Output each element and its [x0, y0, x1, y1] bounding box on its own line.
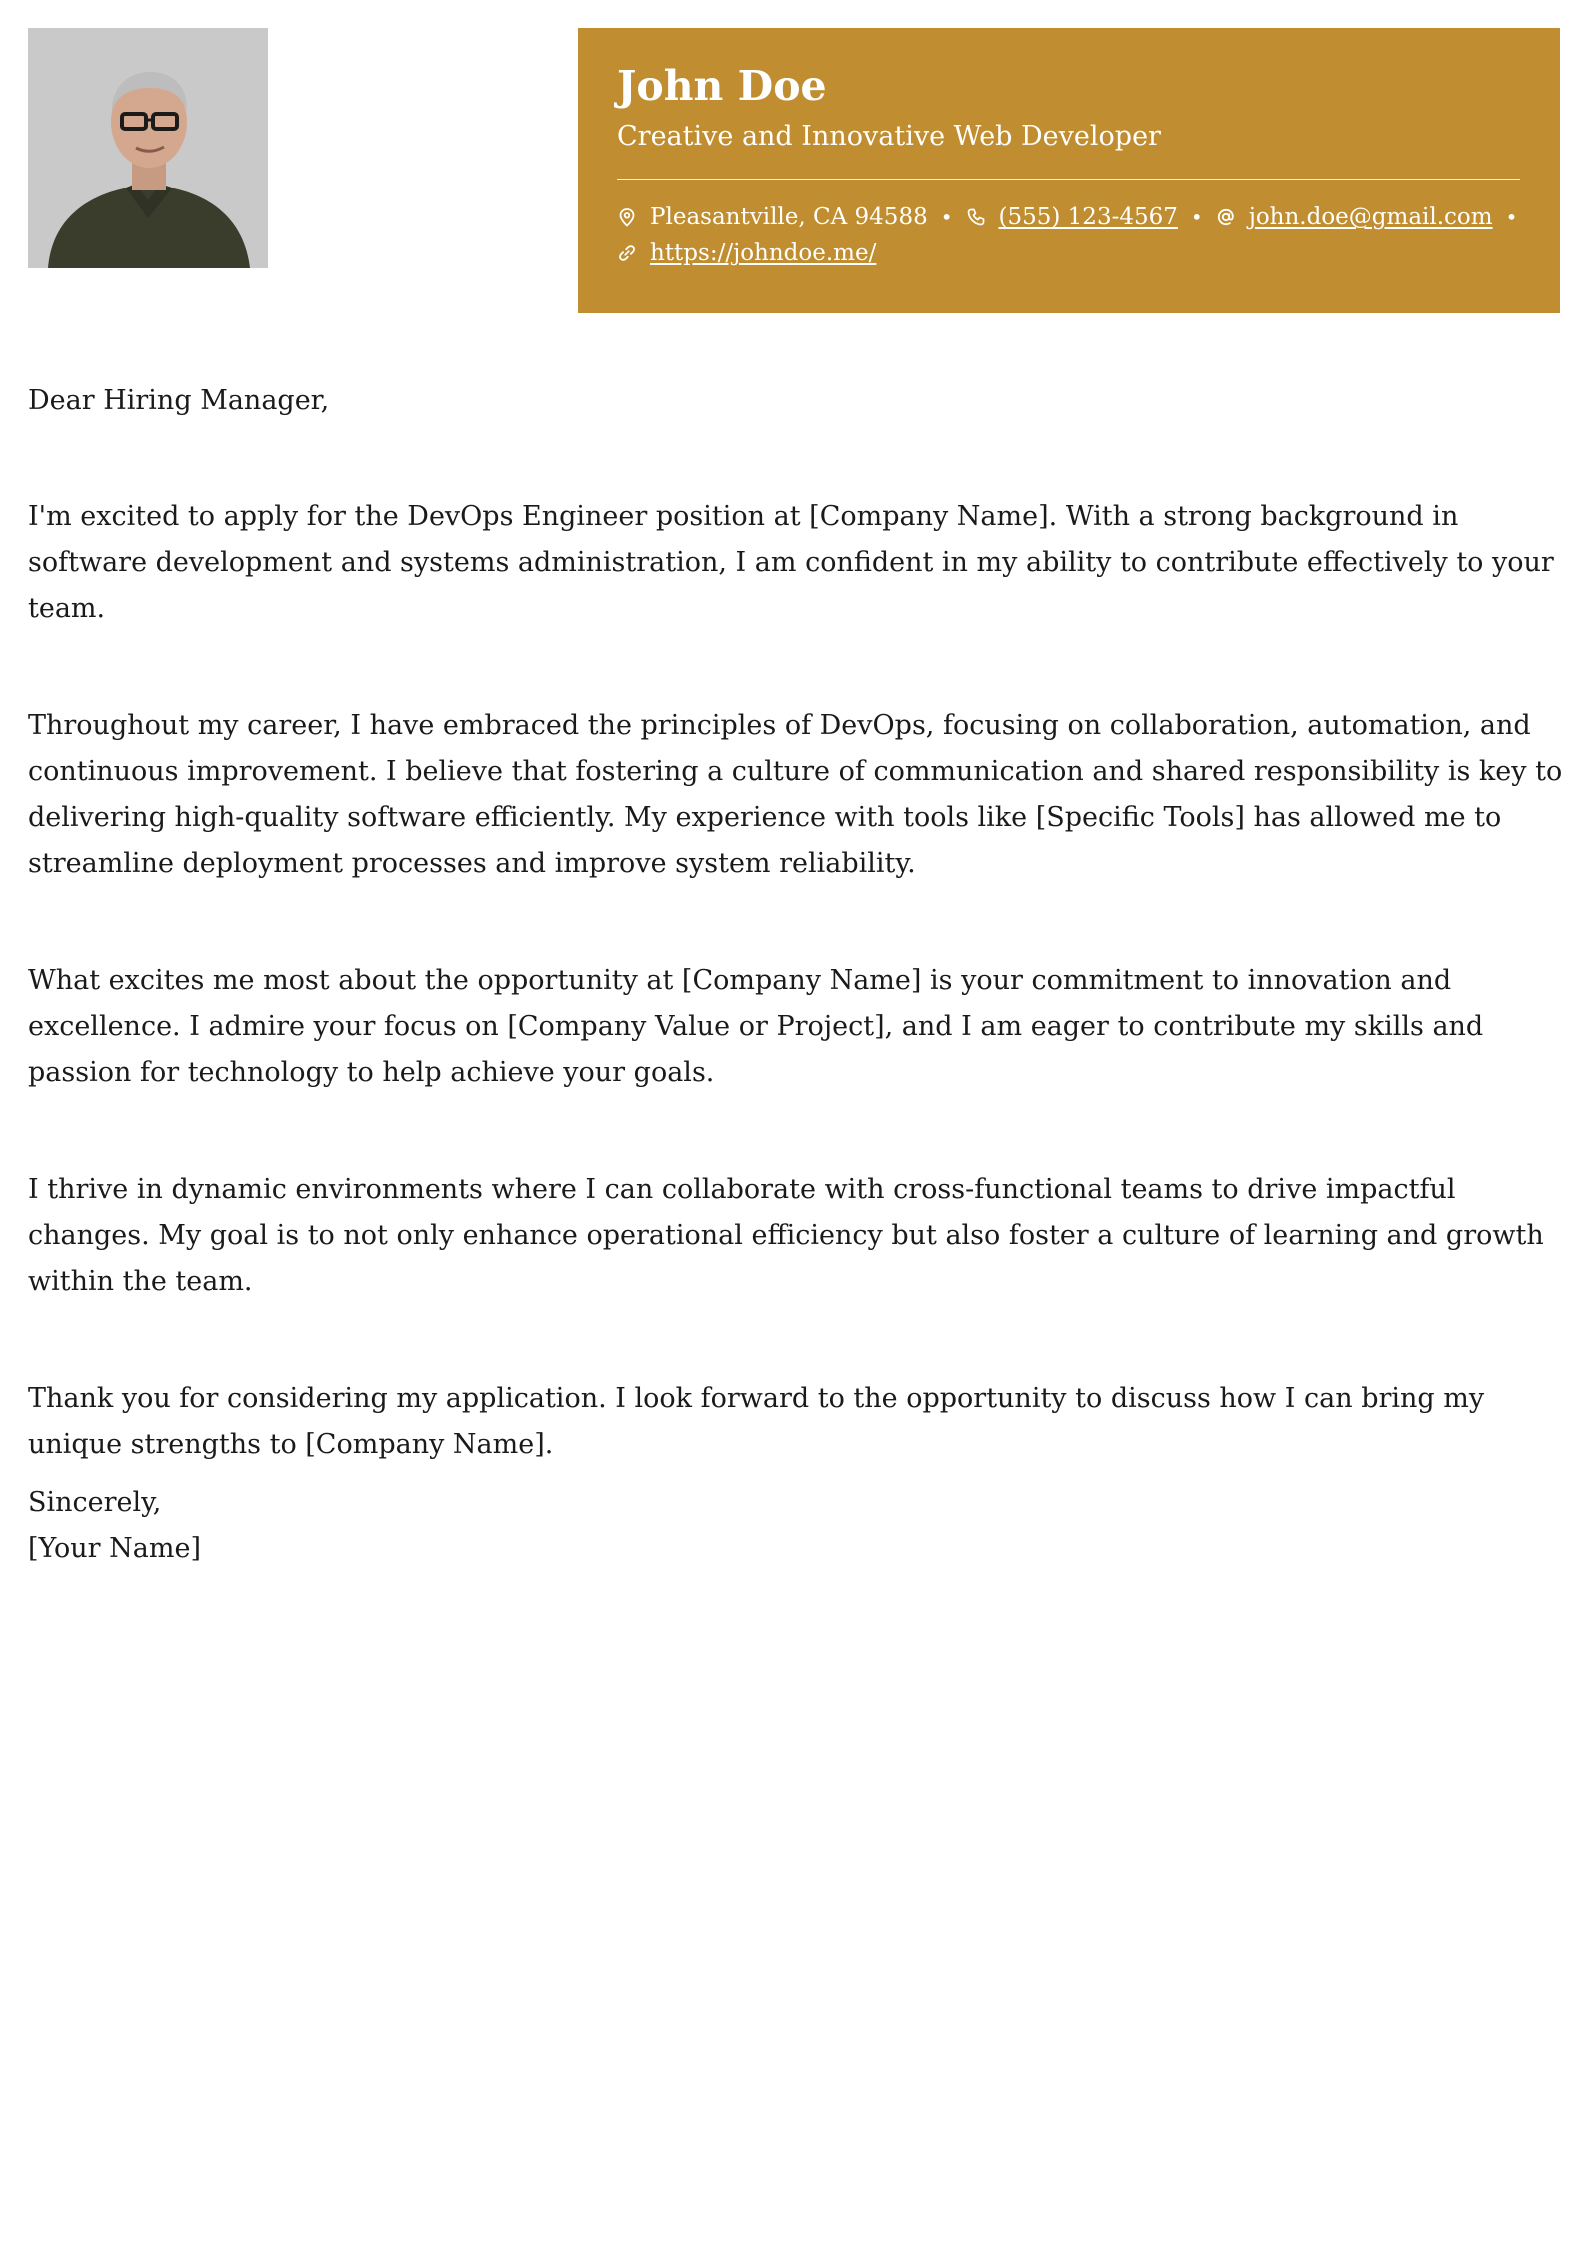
letter-greeting: Dear Hiring Manager, [28, 385, 330, 416]
candidate-title: Creative and Innovative Web Developer [617, 121, 1161, 153]
header-divider [617, 179, 1520, 180]
link-icon [617, 243, 637, 263]
at-sign-icon [1216, 207, 1236, 227]
location-text: Pleasantville, CA 94588 [650, 204, 928, 231]
candidate-name: John Doe [617, 62, 827, 110]
letter-paragraph: Thank you for considering my application. I look forward to the opportunity to discuss how I can bring my unique strengths to [Company Name]. [28, 1383, 1485, 1460]
person-silhouette-icon [28, 28, 268, 268]
contact-row-1 [617, 199, 1520, 235]
phone-icon [966, 207, 986, 227]
contact-row-2 [617, 235, 1520, 271]
letter-signature: [Your Name] [28, 1533, 201, 1564]
contact-email [1216, 199, 1493, 235]
letter-closing: Sincerely, [28, 1487, 162, 1518]
contact-separator: • [940, 205, 953, 230]
letter-paragraph: I thrive in dynamic environments where I can collaborate with cross-functional teams to drive impactful changes. My goal is to not only enhance operational efficiency but also foster a culture of learning and growth within the team. [28, 1174, 1544, 1297]
letter-body [28, 378, 1563, 1572]
header-card [578, 28, 1560, 313]
email-link[interactable]: john.doe@gmail.com [1248, 204, 1493, 231]
letter-paragraph: I'm excited to apply for the DevOps Engineer position at [Company Name]. With a strong background in software development and systems administration, I am confident in my ability to contribute effectively to your team. [28, 501, 1554, 624]
profile-photo [28, 28, 268, 268]
website-link[interactable]: https://johndoe.me/ [650, 240, 877, 267]
location-pin-icon [617, 207, 637, 227]
phone-link[interactable]: (555) 123-4567 [998, 204, 1178, 231]
contact-location [617, 199, 928, 235]
contact-website [617, 235, 876, 271]
contact-separator: • [1190, 205, 1203, 230]
contact-separator: • [1505, 205, 1518, 230]
letter-paragraph: Throughout my career, I have embraced the principles of DevOps, focusing on collaboration, automation, and continuous improvement. I believe that fostering a culture of communication and shared responsibility is key to delivering high-quality software efficiently. My experience with tools like [Specific Tools] has allowed me to streamline deployment processes and improve system reliability. [28, 710, 1563, 879]
contact-phone [966, 199, 1178, 235]
letter-paragraph: What excites me most about the opportunity at [Company Name] is your commitment to innovation and excellence. I admire your focus on [Company Value or Project], and I am eager to contribute my skills and passion for technology to help achieve your goals. [28, 965, 1484, 1088]
